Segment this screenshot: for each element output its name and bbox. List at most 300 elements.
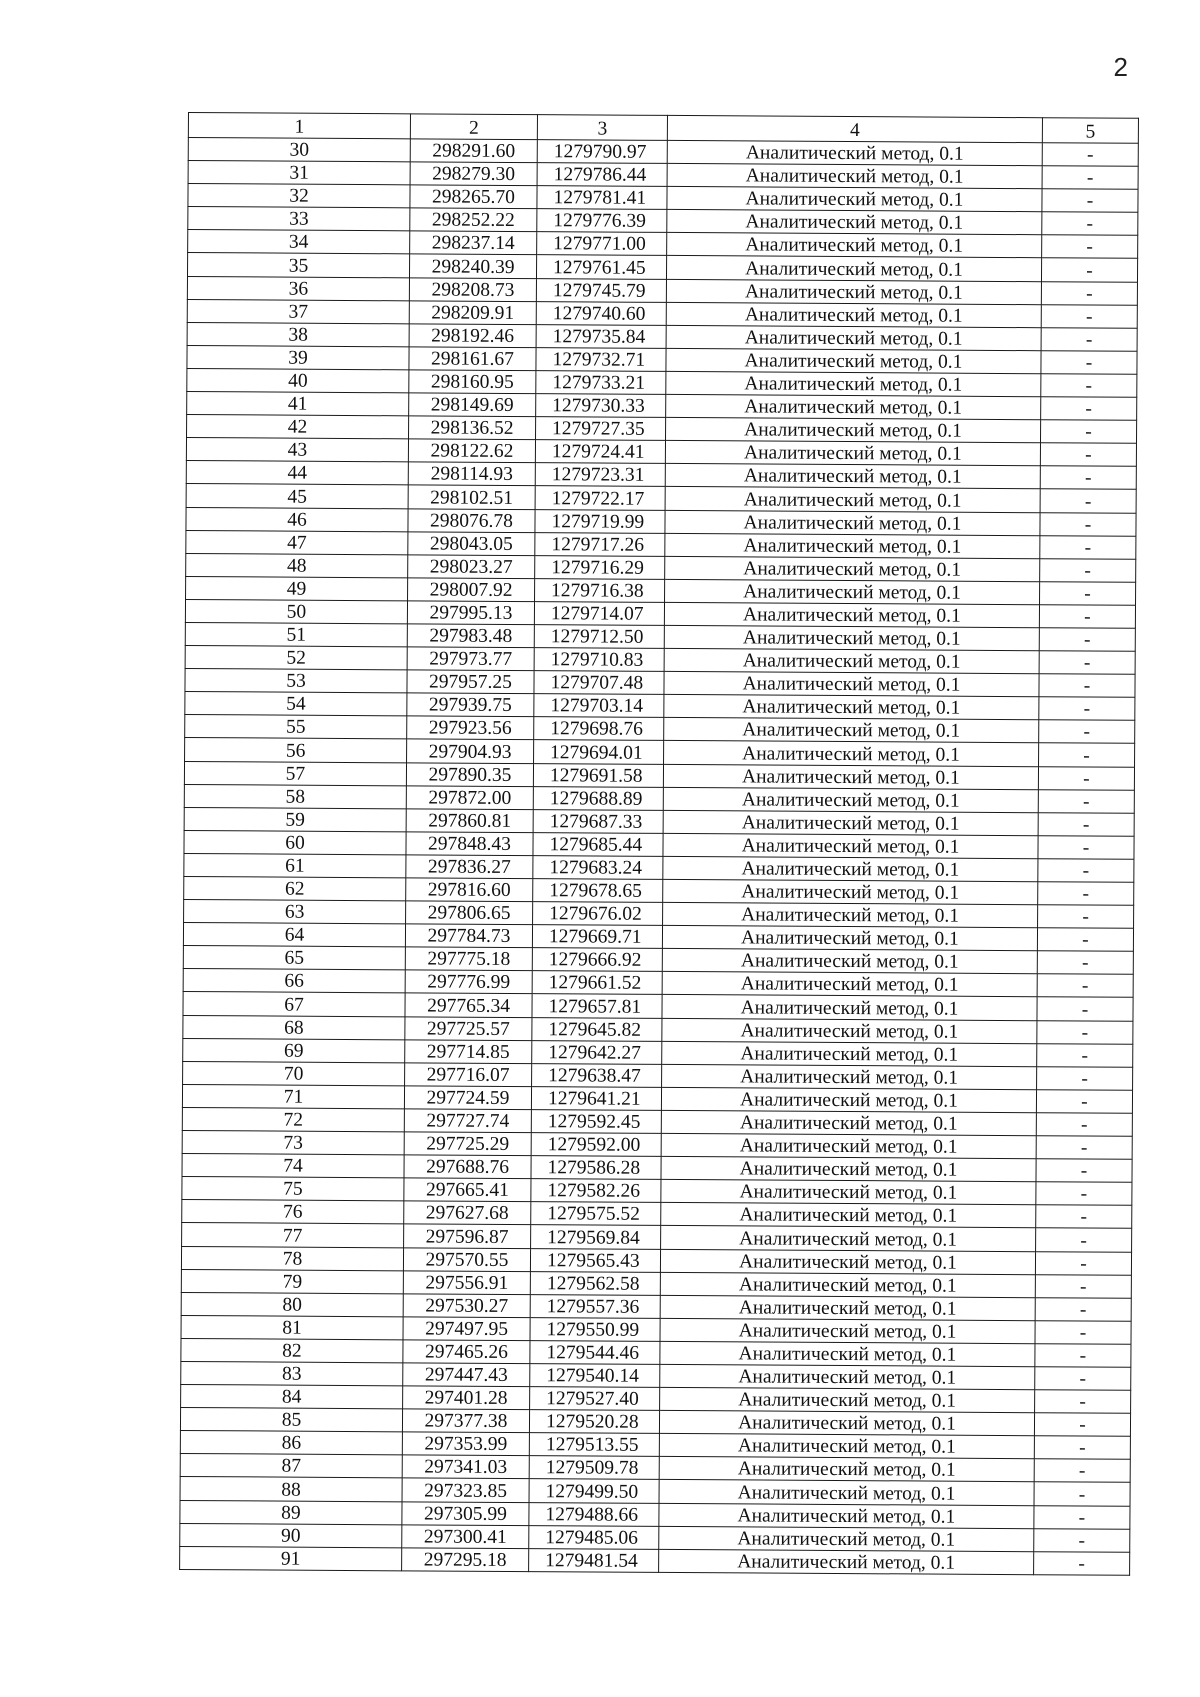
y-coordinate-cell: 1279781.41 — [537, 186, 667, 210]
note-cell: - — [1041, 351, 1137, 375]
header-col-5: 5 — [1042, 118, 1138, 144]
x-coordinate-cell: 297765.34 — [405, 993, 532, 1017]
note-cell: - — [1038, 766, 1134, 790]
x-coordinate-cell: 297904.93 — [407, 739, 534, 763]
method-cell: Аналитический метод, 0.1 — [659, 1434, 1034, 1459]
method-cell: Аналитический метод, 0.1 — [663, 787, 1038, 812]
method-cell: Аналитический метод, 0.1 — [660, 1318, 1035, 1343]
method-cell: Аналитический метод, 0.1 — [661, 1087, 1036, 1112]
y-coordinate-cell: 1279687.33 — [533, 809, 663, 833]
method-cell: Аналитический метод, 0.1 — [665, 464, 1040, 489]
note-cell: - — [1038, 859, 1134, 883]
x-coordinate-cell: 297784.73 — [405, 924, 532, 948]
note-cell: - — [1037, 1066, 1133, 1090]
y-coordinate-cell: 1279691.58 — [533, 763, 663, 787]
point-number-cell: 30 — [188, 138, 410, 162]
method-cell: Аналитический метод, 0.1 — [661, 1157, 1036, 1182]
y-coordinate-cell: 1279520.28 — [529, 1410, 659, 1434]
y-coordinate-cell: 1279481.54 — [529, 1548, 659, 1572]
method-cell: Аналитический метод, 0.1 — [667, 233, 1042, 258]
note-cell: - — [1037, 1043, 1133, 1067]
point-number-cell: 50 — [185, 599, 407, 623]
point-number-cell: 82 — [181, 1338, 403, 1362]
point-number-cell: 71 — [182, 1084, 404, 1108]
method-cell: Аналитический метод, 0.1 — [663, 903, 1038, 928]
y-coordinate-cell: 1279642.27 — [532, 1040, 662, 1064]
method-cell: Аналитический метод, 0.1 — [662, 972, 1037, 997]
coordinates-table — [179, 112, 1139, 1576]
point-number-cell: 81 — [181, 1315, 403, 1339]
method-cell: Аналитический метод, 0.1 — [665, 579, 1040, 604]
method-cell: Аналитический метод, 0.1 — [659, 1411, 1034, 1436]
point-number-cell: 86 — [180, 1431, 402, 1455]
point-number-cell: 40 — [187, 368, 409, 392]
method-cell: Аналитический метод, 0.1 — [666, 418, 1041, 443]
y-coordinate-cell: 1279716.29 — [535, 555, 665, 579]
note-cell: - — [1037, 997, 1133, 1021]
note-cell: - — [1040, 581, 1136, 605]
x-coordinate-cell: 298161.67 — [409, 347, 536, 371]
point-number-cell: 52 — [185, 646, 407, 670]
y-coordinate-cell: 1279509.78 — [529, 1456, 659, 1480]
x-coordinate-cell: 298007.92 — [408, 578, 535, 602]
x-coordinate-cell: 297497.95 — [403, 1317, 530, 1341]
point-number-cell: 53 — [185, 669, 407, 693]
method-cell: Аналитический метод, 0.1 — [664, 695, 1039, 720]
method-cell: Аналитический метод, 0.1 — [664, 625, 1039, 650]
x-coordinate-cell: 297725.57 — [405, 1016, 532, 1040]
y-coordinate-cell: 1279688.89 — [533, 786, 663, 810]
y-coordinate-cell: 1279678.65 — [533, 879, 663, 903]
x-coordinate-cell: 298265.70 — [410, 185, 537, 209]
point-number-cell: 90 — [180, 1523, 402, 1547]
x-coordinate-cell: 298076.78 — [408, 508, 535, 532]
y-coordinate-cell: 1279710.83 — [534, 648, 664, 672]
method-cell: Аналитический метод, 0.1 — [664, 672, 1039, 697]
x-coordinate-cell: 297939.75 — [407, 693, 534, 717]
method-cell: Аналитический метод, 0.1 — [659, 1457, 1034, 1482]
x-coordinate-cell: 297530.27 — [403, 1294, 530, 1318]
y-coordinate-cell: 1279657.81 — [532, 994, 662, 1018]
x-coordinate-cell: 297848.43 — [406, 832, 533, 856]
note-cell: - — [1039, 651, 1135, 675]
method-cell: Аналитический метод, 0.1 — [662, 1041, 1037, 1066]
y-coordinate-cell: 1279485.06 — [529, 1525, 659, 1549]
method-cell: Аналитический метод, 0.1 — [661, 1133, 1036, 1158]
x-coordinate-cell: 297836.27 — [406, 855, 533, 879]
x-coordinate-cell: 298136.52 — [409, 416, 536, 440]
note-cell: - — [1039, 628, 1135, 652]
point-number-cell: 60 — [184, 830, 406, 854]
x-coordinate-cell: 297860.81 — [406, 809, 533, 833]
y-coordinate-cell: 1279544.46 — [530, 1340, 660, 1364]
method-cell: Аналитический метод, 0.1 — [664, 741, 1039, 766]
y-coordinate-cell: 1279740.60 — [536, 301, 666, 325]
x-coordinate-cell: 297775.18 — [405, 947, 532, 971]
note-cell: - — [1036, 1182, 1132, 1206]
y-coordinate-cell: 1279550.99 — [530, 1317, 660, 1341]
point-number-cell: 34 — [188, 230, 410, 254]
point-number-cell: 69 — [183, 1038, 405, 1062]
method-cell: Аналитический метод, 0.1 — [666, 325, 1041, 350]
method-cell: Аналитический метод, 0.1 — [661, 1180, 1036, 1205]
point-number-cell: 91 — [180, 1546, 402, 1570]
method-cell: Аналитический метод, 0.1 — [660, 1295, 1035, 1320]
point-number-cell: 31 — [188, 161, 410, 185]
x-coordinate-cell: 297776.99 — [405, 970, 532, 994]
point-number-cell: 48 — [186, 553, 408, 577]
x-coordinate-cell: 297377.38 — [402, 1409, 529, 1433]
point-number-cell: 67 — [183, 992, 405, 1016]
point-number-cell: 59 — [184, 807, 406, 831]
method-cell: Аналитический метод, 0.1 — [661, 1203, 1036, 1228]
y-coordinate-cell: 1279641.21 — [531, 1086, 661, 1110]
note-cell: - — [1042, 235, 1138, 259]
x-coordinate-cell: 297596.87 — [404, 1224, 531, 1248]
note-cell: - — [1040, 535, 1136, 559]
method-cell: Аналитический метод, 0.1 — [666, 256, 1041, 281]
point-number-cell: 64 — [183, 923, 405, 947]
note-cell: - — [1036, 1136, 1132, 1160]
y-coordinate-cell: 1279645.82 — [532, 1017, 662, 1041]
y-coordinate-cell: 1279714.07 — [534, 602, 664, 626]
note-cell: - — [1038, 836, 1134, 860]
y-coordinate-cell: 1279776.39 — [537, 209, 667, 233]
x-coordinate-cell: 298240.39 — [409, 254, 536, 278]
note-cell: - — [1042, 166, 1138, 190]
note-cell: - — [1039, 720, 1135, 744]
note-cell: - — [1035, 1344, 1131, 1368]
y-coordinate-cell: 1279733.21 — [536, 371, 666, 395]
point-number-cell: 37 — [187, 299, 409, 323]
y-coordinate-cell: 1279582.26 — [531, 1179, 661, 1203]
header-col-1: 1 — [188, 113, 410, 139]
y-coordinate-cell: 1279719.99 — [535, 509, 665, 533]
note-cell: - — [1040, 489, 1136, 513]
y-coordinate-cell: 1279638.47 — [532, 1063, 662, 1087]
x-coordinate-cell: 298252.22 — [410, 208, 537, 232]
note-cell: - — [1035, 1320, 1131, 1344]
note-cell: - — [1040, 443, 1136, 467]
x-coordinate-cell: 298149.69 — [409, 393, 536, 417]
y-coordinate-cell: 1279661.52 — [532, 971, 662, 995]
point-number-cell: 55 — [185, 715, 407, 739]
note-cell: - — [1039, 605, 1135, 629]
x-coordinate-cell: 297447.43 — [403, 1363, 530, 1387]
point-number-cell: 46 — [186, 507, 408, 531]
note-cell: - — [1036, 1113, 1132, 1137]
point-number-cell: 80 — [181, 1292, 403, 1316]
y-coordinate-cell: 1279575.52 — [531, 1202, 661, 1226]
note-cell: - — [1036, 1159, 1132, 1183]
point-number-cell: 74 — [182, 1154, 404, 1178]
page-number: 2 — [1113, 52, 1128, 82]
note-cell: - — [1035, 1274, 1131, 1298]
method-cell: Аналитический метод, 0.1 — [667, 210, 1042, 235]
y-coordinate-cell: 1279527.40 — [530, 1387, 660, 1411]
y-coordinate-cell: 1279592.00 — [531, 1133, 661, 1157]
point-number-cell: 44 — [186, 461, 408, 485]
point-number-cell: 83 — [181, 1361, 403, 1385]
x-coordinate-cell: 297465.26 — [403, 1340, 530, 1364]
x-coordinate-cell: 297816.60 — [406, 878, 533, 902]
x-coordinate-cell: 297714.85 — [405, 1039, 532, 1063]
method-cell: Аналитический метод, 0.1 — [665, 556, 1040, 581]
y-coordinate-cell: 1279666.92 — [532, 948, 662, 972]
note-cell: - — [1039, 743, 1135, 767]
y-coordinate-cell: 1279565.43 — [530, 1248, 660, 1272]
note-cell: - — [1036, 1228, 1132, 1252]
method-cell: Аналитический метод, 0.1 — [665, 533, 1040, 558]
note-cell: - — [1041, 258, 1137, 282]
x-coordinate-cell: 298192.46 — [409, 324, 536, 348]
point-number-cell: 54 — [185, 692, 407, 716]
note-cell: - — [1042, 189, 1138, 213]
y-coordinate-cell: 1279703.14 — [534, 694, 664, 718]
y-coordinate-cell: 1279669.71 — [532, 925, 662, 949]
x-coordinate-cell: 297353.99 — [402, 1432, 529, 1456]
y-coordinate-cell: 1279724.41 — [535, 440, 665, 464]
x-coordinate-cell: 297556.91 — [403, 1270, 530, 1294]
point-number-cell: 49 — [186, 576, 408, 600]
point-number-cell: 62 — [184, 876, 406, 900]
point-number-cell: 68 — [183, 1015, 405, 1039]
y-coordinate-cell: 1279790.97 — [537, 140, 667, 164]
point-number-cell: 85 — [180, 1408, 402, 1432]
point-number-cell: 70 — [183, 1061, 405, 1085]
note-cell: - — [1039, 697, 1135, 721]
x-coordinate-cell: 297305.99 — [402, 1501, 529, 1525]
method-cell: Аналитический метод, 0.1 — [663, 879, 1038, 904]
note-cell: - — [1037, 1020, 1133, 1044]
method-cell: Аналитический метод, 0.1 — [666, 279, 1041, 304]
point-number-cell: 33 — [188, 207, 410, 231]
y-coordinate-cell: 1279761.45 — [536, 255, 666, 279]
note-cell: - — [1035, 1297, 1131, 1321]
x-coordinate-cell: 298208.73 — [409, 277, 536, 301]
method-cell: Аналитический метод, 0.1 — [661, 1226, 1036, 1251]
method-cell: Аналитический метод, 0.1 — [659, 1503, 1034, 1528]
note-cell: - — [1041, 397, 1137, 421]
x-coordinate-cell: 298023.27 — [408, 555, 535, 579]
method-cell: Аналитический метод, 0.1 — [666, 348, 1041, 373]
y-coordinate-cell: 1279557.36 — [530, 1294, 660, 1318]
point-number-cell: 61 — [184, 853, 406, 877]
x-coordinate-cell: 297890.35 — [406, 762, 533, 786]
x-coordinate-cell: 297973.77 — [407, 647, 534, 671]
note-cell: - — [1041, 327, 1137, 351]
method-cell: Аналитический метод, 0.1 — [665, 441, 1040, 466]
note-cell: - — [1041, 281, 1137, 305]
point-number-cell: 89 — [180, 1500, 402, 1524]
x-coordinate-cell: 297872.00 — [406, 785, 533, 809]
note-cell: - — [1038, 905, 1134, 929]
note-cell: - — [1034, 1413, 1130, 1437]
x-coordinate-cell: 297724.59 — [404, 1086, 531, 1110]
point-number-cell: 38 — [187, 322, 409, 346]
x-coordinate-cell: 297806.65 — [406, 901, 533, 925]
method-cell: Аналитический метод, 0.1 — [663, 810, 1038, 835]
method-cell: Аналитический метод, 0.1 — [660, 1272, 1035, 1297]
note-cell: - — [1038, 789, 1134, 813]
method-cell: Аналитический метод, 0.1 — [661, 1110, 1036, 1135]
y-coordinate-cell: 1279727.35 — [536, 417, 666, 441]
method-cell: Аналитический метод, 0.1 — [659, 1480, 1034, 1505]
y-coordinate-cell: 1279717.26 — [535, 532, 665, 556]
method-cell: Аналитический метод, 0.1 — [662, 949, 1037, 974]
method-cell: Аналитический метод, 0.1 — [665, 487, 1040, 512]
method-cell: Аналитический метод, 0.1 — [663, 833, 1038, 858]
method-cell: Аналитический метод, 0.1 — [663, 764, 1038, 789]
point-number-cell: 73 — [182, 1131, 404, 1155]
method-cell: Аналитический метод, 0.1 — [666, 394, 1041, 419]
coordinates-table-container — [188, 112, 1138, 1575]
y-coordinate-cell: 1279723.31 — [535, 463, 665, 487]
x-coordinate-cell: 298160.95 — [409, 370, 536, 394]
x-coordinate-cell: 297727.74 — [404, 1109, 531, 1133]
x-coordinate-cell: 298102.51 — [408, 485, 535, 509]
note-cell: - — [1040, 420, 1136, 444]
x-coordinate-cell: 298237.14 — [410, 231, 537, 255]
x-coordinate-cell: 298114.93 — [408, 462, 535, 486]
y-coordinate-cell: 1279499.50 — [529, 1479, 659, 1503]
y-coordinate-cell: 1279540.14 — [530, 1364, 660, 1388]
note-cell: - — [1034, 1528, 1130, 1552]
x-coordinate-cell: 298122.62 — [408, 439, 535, 463]
method-cell: Аналитический метод, 0.1 — [664, 648, 1039, 673]
y-coordinate-cell: 1279707.48 — [534, 671, 664, 695]
method-cell: Аналитический метод, 0.1 — [662, 995, 1037, 1020]
y-coordinate-cell: 1279735.84 — [536, 324, 666, 348]
x-coordinate-cell: 297688.76 — [404, 1155, 531, 1179]
x-coordinate-cell: 297923.56 — [407, 716, 534, 740]
point-number-cell: 47 — [186, 530, 408, 554]
point-number-cell: 41 — [187, 392, 409, 416]
method-cell: Аналитический метод, 0.1 — [659, 1526, 1034, 1551]
point-number-cell: 32 — [188, 184, 410, 208]
method-cell: Аналитический метод, 0.1 — [665, 510, 1040, 535]
note-cell: - — [1037, 951, 1133, 975]
header-col-2: 2 — [410, 114, 537, 140]
method-cell: Аналитический метод, 0.1 — [660, 1364, 1035, 1389]
note-cell: - — [1038, 812, 1134, 836]
x-coordinate-cell: 297665.41 — [404, 1178, 531, 1202]
point-number-cell: 35 — [187, 253, 409, 277]
note-cell: - — [1037, 928, 1133, 952]
method-cell: Аналитический метод, 0.1 — [660, 1341, 1035, 1366]
point-number-cell: 56 — [185, 738, 407, 762]
y-coordinate-cell: 1279562.58 — [530, 1271, 660, 1295]
note-cell: - — [1035, 1251, 1131, 1275]
point-number-cell: 77 — [182, 1223, 404, 1247]
point-number-cell: 72 — [182, 1107, 404, 1131]
method-cell: Аналитический метод, 0.1 — [667, 140, 1042, 165]
y-coordinate-cell: 1279786.44 — [537, 163, 667, 187]
point-number-cell: 63 — [184, 900, 406, 924]
note-cell: - — [1041, 304, 1137, 328]
y-coordinate-cell: 1279694.01 — [534, 740, 664, 764]
y-coordinate-cell: 1279745.79 — [536, 278, 666, 302]
method-cell: Аналитический метод, 0.1 — [667, 164, 1042, 189]
point-number-cell: 87 — [180, 1454, 402, 1478]
x-coordinate-cell: 297957.25 — [407, 670, 534, 694]
x-coordinate-cell: 297401.28 — [403, 1386, 530, 1410]
header-col-4: 4 — [667, 115, 1042, 142]
point-number-cell: 78 — [181, 1246, 403, 1270]
table-row — [180, 1546, 1130, 1575]
note-cell: - — [1034, 1482, 1130, 1506]
note-cell: - — [1034, 1436, 1130, 1460]
table-body — [180, 138, 1139, 1576]
method-cell: Аналитический метод, 0.1 — [664, 718, 1039, 743]
x-coordinate-cell: 297716.07 — [405, 1063, 532, 1087]
x-coordinate-cell: 297570.55 — [403, 1247, 530, 1271]
y-coordinate-cell: 1279698.76 — [534, 717, 664, 741]
y-coordinate-cell: 1279513.55 — [529, 1433, 659, 1457]
point-number-cell: 42 — [187, 415, 409, 439]
method-cell: Аналитический метод, 0.1 — [667, 187, 1042, 212]
method-cell: Аналитический метод, 0.1 — [662, 1064, 1037, 1089]
x-coordinate-cell: 297341.03 — [402, 1455, 529, 1479]
y-coordinate-cell: 1279732.71 — [536, 347, 666, 371]
point-number-cell: 79 — [181, 1269, 403, 1293]
point-number-cell: 84 — [181, 1385, 403, 1409]
note-cell: - — [1034, 1459, 1130, 1483]
note-cell: - — [1042, 212, 1138, 236]
note-cell: - — [1039, 674, 1135, 698]
method-cell: Аналитический метод, 0.1 — [663, 856, 1038, 881]
point-number-cell: 65 — [183, 946, 405, 970]
y-coordinate-cell: 1279685.44 — [533, 832, 663, 856]
y-coordinate-cell: 1279771.00 — [537, 232, 667, 256]
point-number-cell: 43 — [186, 438, 408, 462]
method-cell: Аналитический метод, 0.1 — [662, 926, 1037, 951]
y-coordinate-cell: 1279730.33 — [536, 394, 666, 418]
y-coordinate-cell: 1279712.50 — [534, 625, 664, 649]
y-coordinate-cell: 1279716.38 — [535, 578, 665, 602]
point-number-cell: 76 — [182, 1200, 404, 1224]
point-number-cell: 39 — [187, 345, 409, 369]
method-cell: Аналитический метод, 0.1 — [662, 1018, 1037, 1043]
y-coordinate-cell: 1279683.24 — [533, 856, 663, 880]
x-coordinate-cell: 298279.30 — [410, 162, 537, 186]
y-coordinate-cell: 1279676.02 — [533, 902, 663, 926]
note-cell: - — [1035, 1390, 1131, 1414]
method-cell: Аналитический метод, 0.1 — [660, 1249, 1035, 1274]
point-number-cell: 45 — [186, 484, 408, 508]
point-number-cell: 66 — [183, 969, 405, 993]
note-cell: - — [1036, 1205, 1132, 1229]
note-cell: - — [1037, 974, 1133, 998]
method-cell: Аналитический метод, 0.1 — [659, 1549, 1034, 1574]
x-coordinate-cell: 297725.29 — [404, 1132, 531, 1156]
note-cell: - — [1042, 143, 1138, 167]
point-number-cell: 88 — [180, 1477, 402, 1501]
point-number-cell: 57 — [184, 761, 406, 785]
x-coordinate-cell: 297300.41 — [402, 1524, 529, 1548]
point-number-cell: 75 — [182, 1177, 404, 1201]
note-cell: - — [1040, 512, 1136, 536]
y-coordinate-cell: 1279488.66 — [529, 1502, 659, 1526]
point-number-cell: 58 — [184, 784, 406, 808]
method-cell: Аналитический метод, 0.1 — [664, 602, 1039, 627]
y-coordinate-cell: 1279592.45 — [531, 1110, 661, 1134]
point-number-cell: 51 — [185, 622, 407, 646]
note-cell: - — [1034, 1551, 1130, 1575]
x-coordinate-cell: 298291.60 — [410, 139, 537, 163]
x-coordinate-cell: 298043.05 — [408, 531, 535, 555]
note-cell: - — [1040, 466, 1136, 490]
